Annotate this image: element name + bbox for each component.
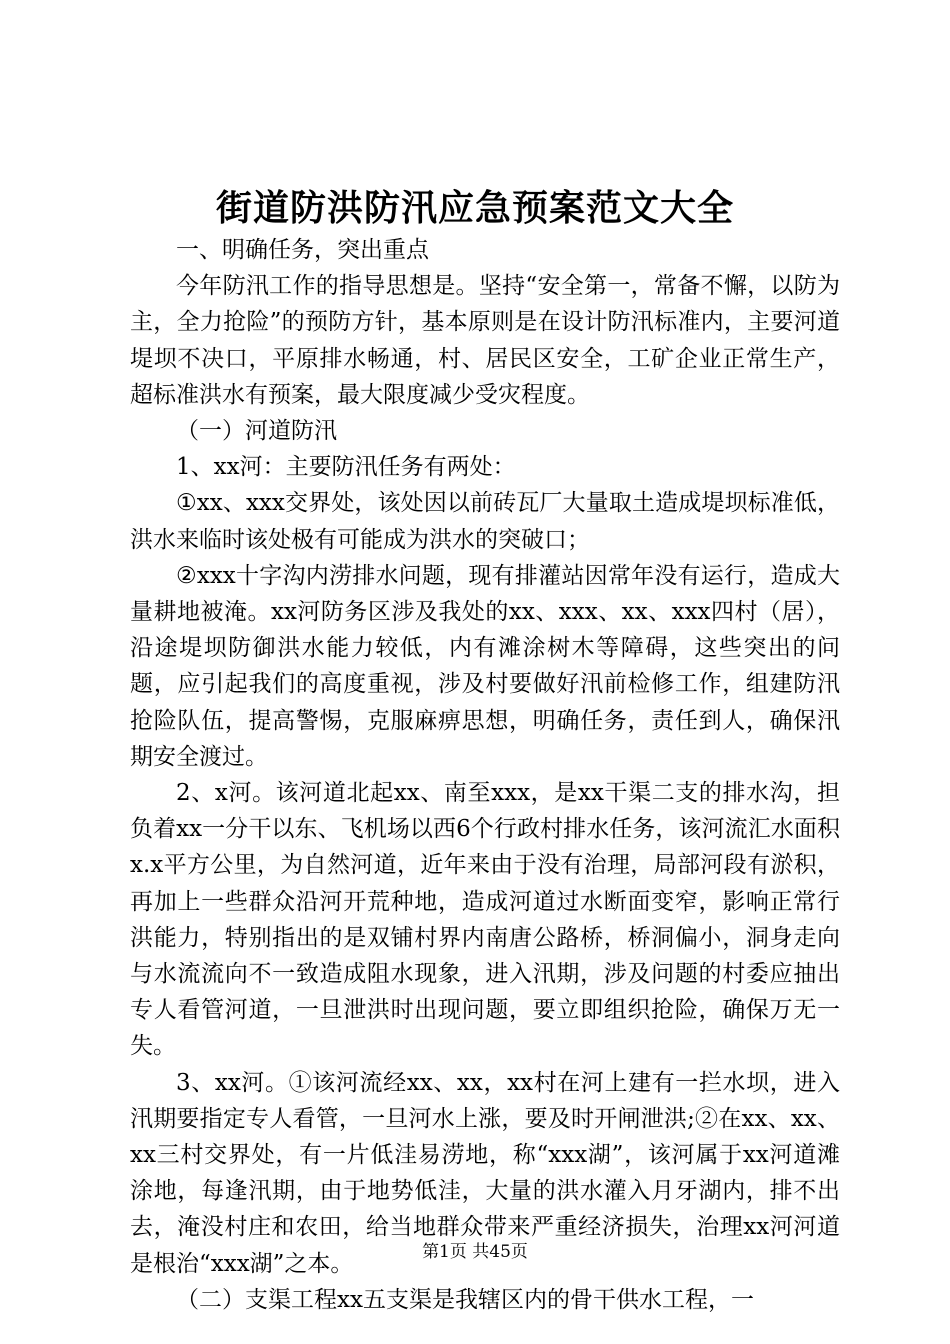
paragraph: 今年防汛工作的指导思想是。坚持“安全第一，常备不懈，以防为主，全力抢险”的预防方针，基本原则是在设计防汛标准内，主要河道堤坝不决口，平原排水畅通，村、居民区安全，工矿企业正常生产，超标准洪水有预案，最大限度减少受灾程度。 bbox=[130, 273, 840, 408]
paragraph: 2、x河。该河道北起xx、南至xxx，是xx干渠二支的排水沟，担负着xx一分干以东、飞机场以西6个行政村排水任务，该河流汇水面积x.x平方公里，为自然河道，近年来由于没有治理，局部河段有淤积，再加上一些群众沿河开荒种地，造成河道过水断面变窄，影响正常行洪能力，特别指出的是双铺村界内南唐公路桥，桥洞偏小，洞身走向与水流流向不一致造成阻水现象，进入汛期，涉及问题的村委应抽出专人看管河道，一旦泄洪时出现问题，要立即组织抢险，确保万无一失。 bbox=[130, 780, 840, 1060]
page-footer: 第1页 共45页 bbox=[422, 1242, 528, 1262]
paragraph: ①xx、xxx交界处，该处因以前砖瓦厂大量取土造成堤坝标准低，洪水来临时该处极有可能成为洪水的突破口； bbox=[130, 490, 840, 553]
section-heading: 一、明确任务，突出重点 bbox=[176, 237, 429, 263]
document-body bbox=[130, 232, 840, 1318]
subsection-heading: （一）河道防汛 bbox=[176, 418, 337, 445]
paragraph: ②xxx十字沟内涝排水问题，现有排灌站因常年没有运行，造成大量耕地被淹。xx河防务区涉及我处的xx、xxx、xx、xxx四村（居），沿途堤坝防御洪水能力较低，内有滩涂树木等障碍，这些突出的问题，应引起我们的高度重视，涉及村要做好汛前检修工作，组建防汛抢险队伍，提高警惕，克服麻痹思想，明确任务，责任到人，确保汛期安全渡过。 bbox=[130, 562, 840, 770]
paragraph: （二）支渠工程xx五支渠是我辖区内的骨干供水工程，一 bbox=[176, 1286, 754, 1313]
paragraph: 1、xx河：主要防汛任务有两处： bbox=[176, 454, 516, 481]
paragraph: 3、xx河。①该河流经xx、xx，xx村在河上建有一拦水坝，进入汛期要指定专人看管，一旦河水上涨，要及时开闸泄洪;②在xx、xx、xx三村交界处，有一片低洼易涝地，称“xxx湖”，该河属于xx河道滩涂地，每逢汛期，由于地势低洼，大量的洪水灌入月牙湖内，排不出去，淹没村庄和农田，给当地群众带来严重经济损失，治理xx河河道是根治“xxx湖”之本。 bbox=[130, 1069, 840, 1277]
document-title: 街道防洪防汛应急预案范文大全 bbox=[215, 187, 734, 229]
